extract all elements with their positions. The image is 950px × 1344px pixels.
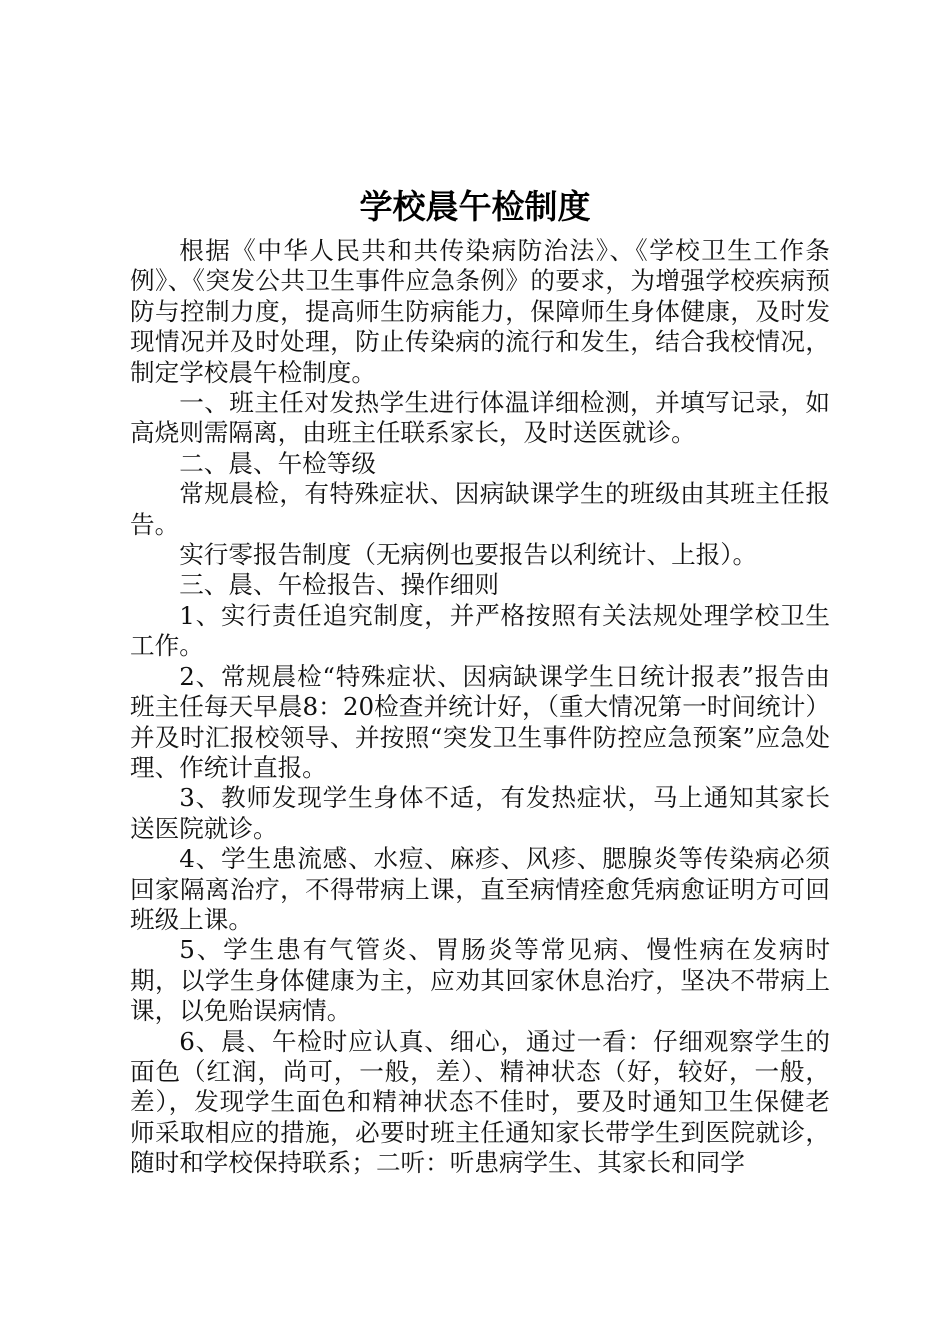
paragraph-routine-check: 常规晨检，有特殊症状、因病缺课学生的班级由其班主任报告。 xyxy=(130,479,830,539)
section-heading-2: 二、晨、午检等级 xyxy=(179,448,376,478)
section-heading-3: 三、晨、午检报告、操作细则 xyxy=(179,570,499,600)
paragraph-rule-2: 2、常规晨检“特殊症状、因病缺课学生日统计报表”报告由班主任每天早晨8：20检查并统计好，（重大情况第一时间统计）并及时汇报校领导、并按照“突发卫生事件防控应急预案”应急处理、作统计直报。 xyxy=(130,661,830,782)
paragraph-rule-5: 5、学生患有气管炎、胃肠炎等常见病、慢性病在发病时期，以学生身体健康为主，应劝其回家休息治疗，坚决不带病上课，以免贻误病情。 xyxy=(130,935,830,1026)
document-body xyxy=(130,236,830,1179)
paragraph-rule-1: 1、实行责任追究制度，并严格按照有关法规处理学校卫生工作。 xyxy=(130,600,830,661)
paragraph-rule-6: 6、晨、午检时应认真、细心，通过一看：仔细观察学生的面色（红润，尚可，一般，差）、精神状态（好，较好，一般，差），发现学生面色和精神状态不佳时，要及时通知卫生保健老师采取相应的措施，必要时班主任通知家长带学生到医院就诊，随时和学校保持联系；二听：听患病学生、其家长和同学 xyxy=(130,1026,830,1178)
paragraph-rule-3: 3、教师发现学生身体不适，有发热症状，马上通知其家长送医院就诊。 xyxy=(130,783,830,843)
paragraph-zero-report: 实行零报告制度（无病例也要报告以利统计、上报）。 xyxy=(179,540,758,570)
paragraph-rule-4: 4、学生患流感、水痘、麻疹、风疹、腮腺炎等传染病必须回家隔离治疗，不得带病上课，直至病情痊愈凭病愈证明方可回班级上课。 xyxy=(130,844,830,934)
paragraph-item-1: 一、班主任对发热学生进行体温详细检测，并填写记录，如高烧则需隔离，由班主任联系家长，及时送医就诊。 xyxy=(130,388,830,448)
document-title: 学校晨午检制度 xyxy=(359,187,591,226)
paragraph-intro: 根据《中华人民共和共传染病防治法》、《学校卫生工作条例》、《突发公共卫生事件应急条例》的要求，为增强学校疾病预防与控制力度，提高师生防病能力，保障师生身体健康，及时发现情况并及时处理，防止传染病的流行和发生，结合我校情况，制定学校晨午检制度。 xyxy=(130,236,830,387)
